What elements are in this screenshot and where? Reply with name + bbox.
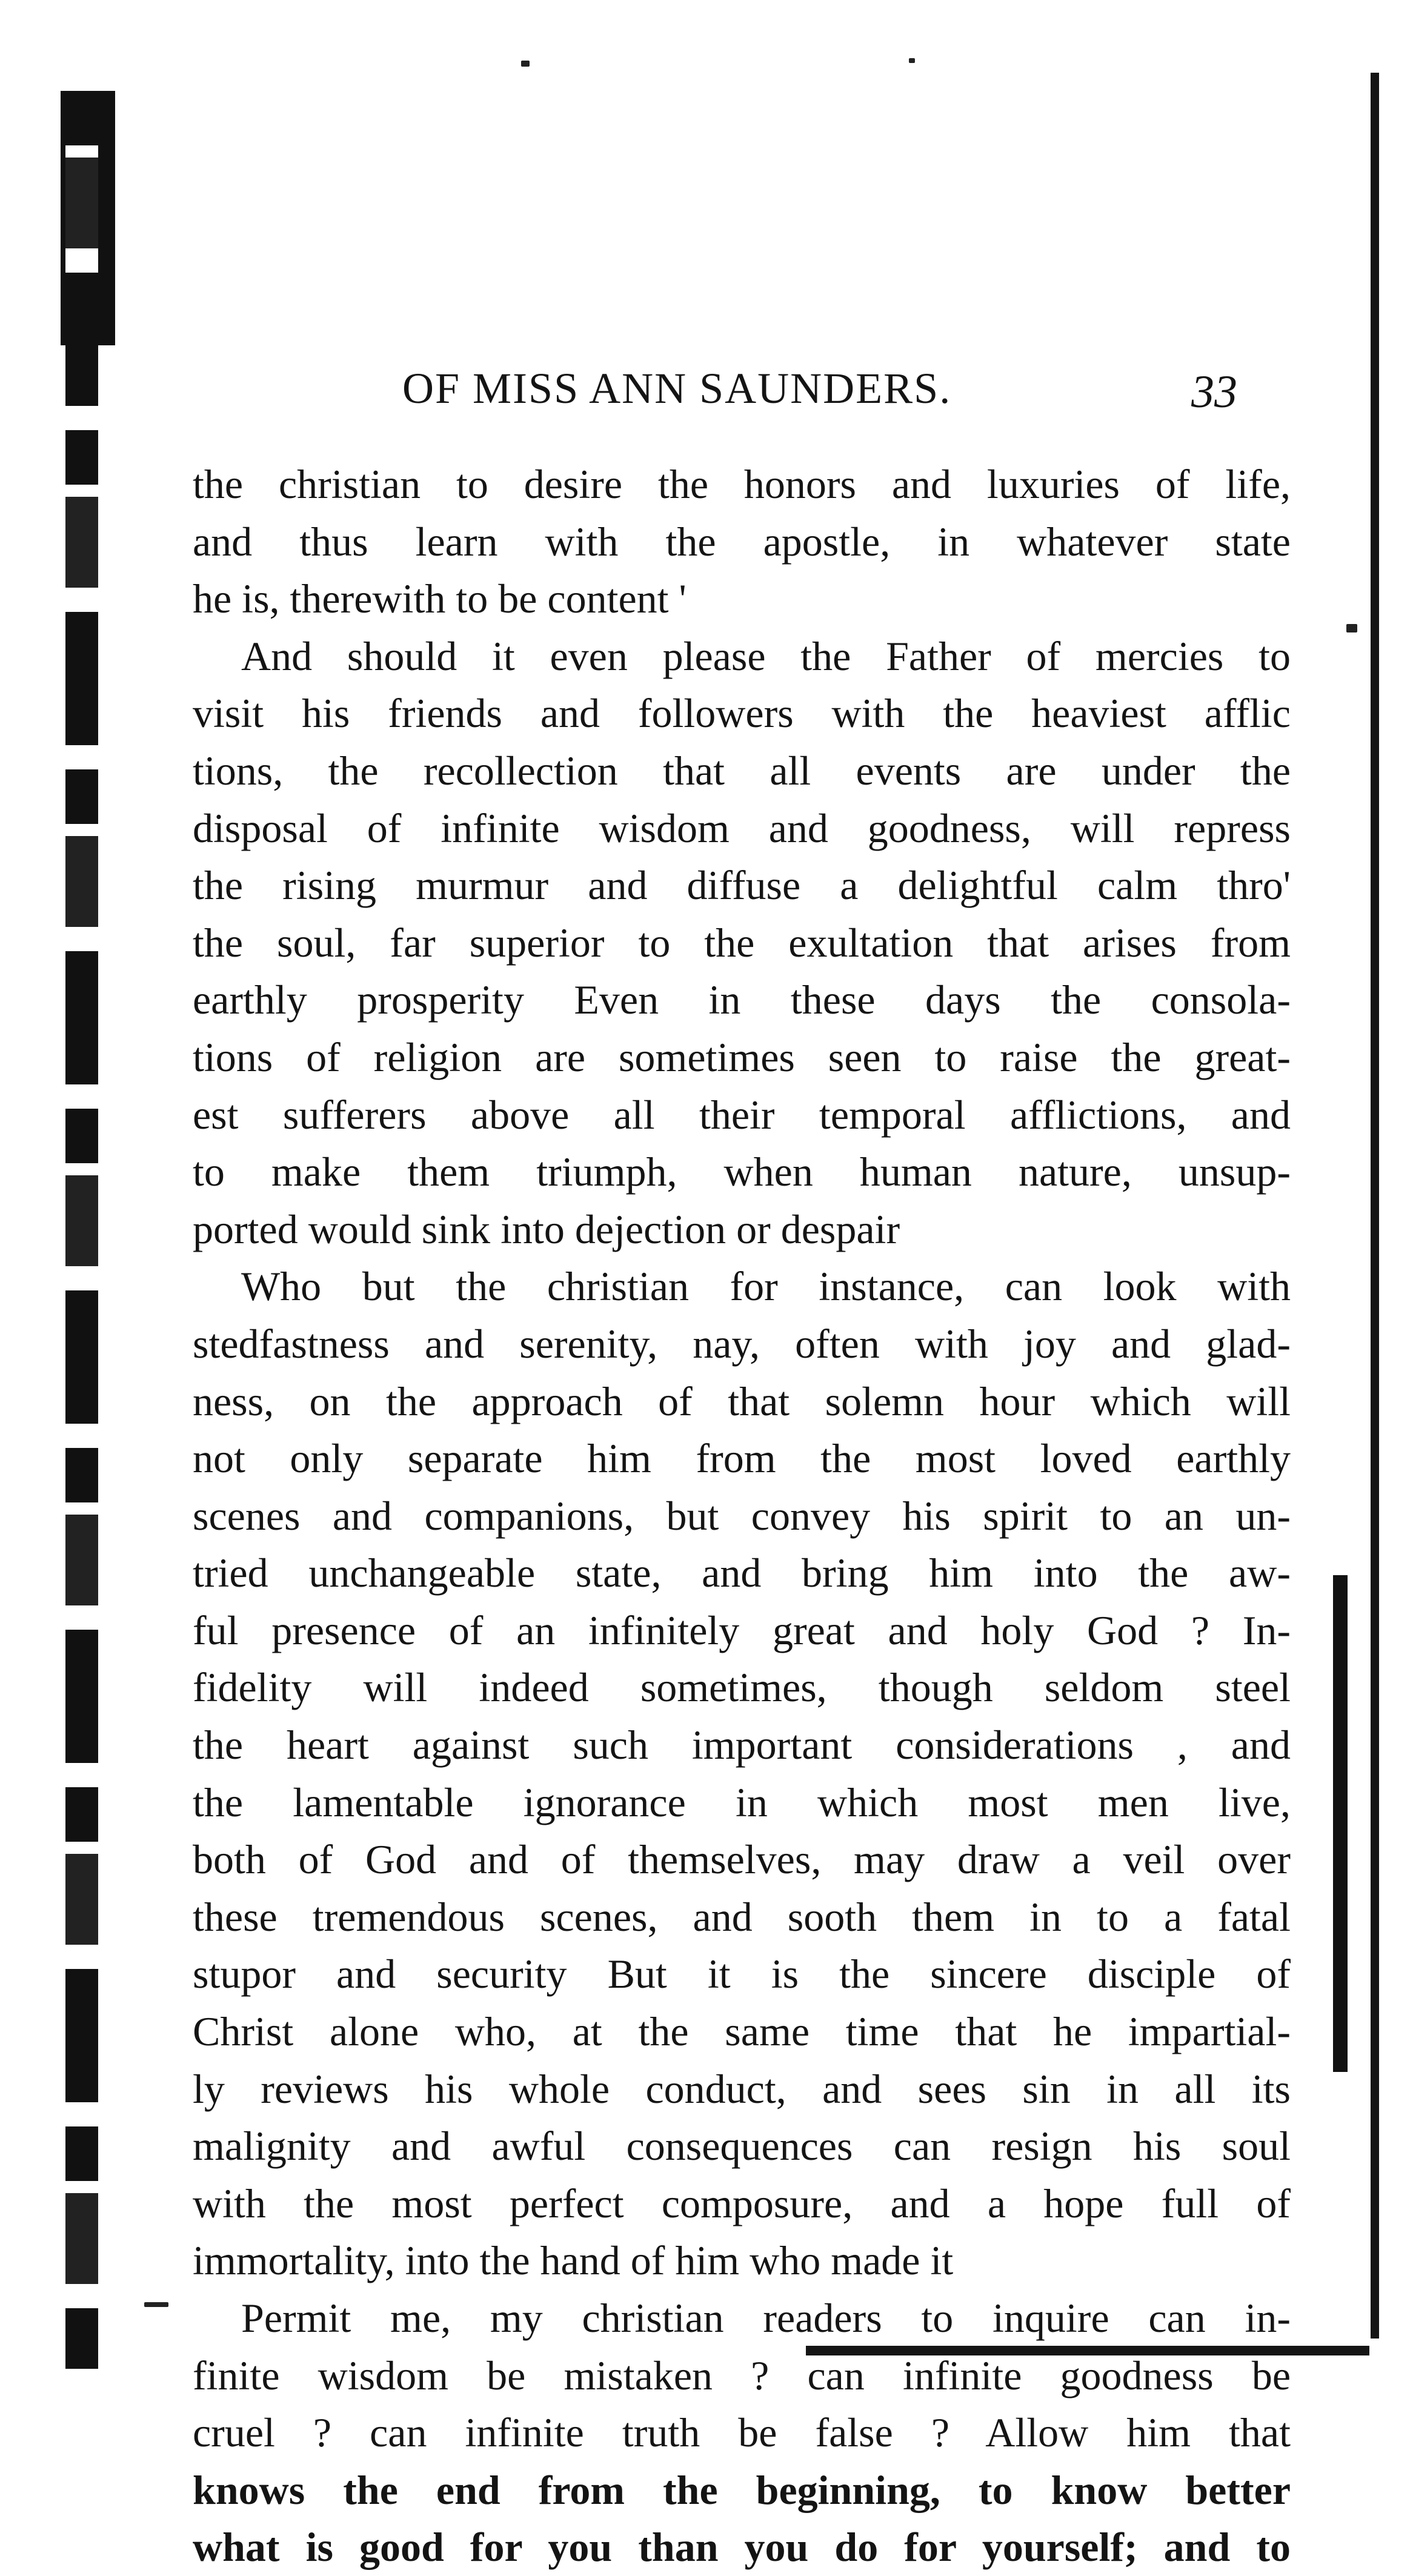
text-line: knows the end from the beginning, to know better bbox=[193, 2466, 1291, 2513]
text-line: earthly prosperity Even in these days the consola- bbox=[193, 977, 1291, 1023]
text-line: not only separate him from the most loved earthly bbox=[193, 1435, 1291, 1482]
text-line: stupor and security But it is the sincere disciple of bbox=[193, 1951, 1291, 1997]
text-line: cruel ? can infinite truth be false ? Allow him that bbox=[193, 2409, 1291, 2456]
page-number: 33 bbox=[1191, 367, 1237, 417]
text-line: these tremendous scenes, and sooth them in to a fatal bbox=[193, 1893, 1291, 1940]
text-line: malignity and awful consequences can resign his soul bbox=[193, 2123, 1291, 2169]
text-line: the lamentable ignorance in which most men live, bbox=[193, 1779, 1291, 1825]
text-line: Christ alone who, at the same time that he impartial- bbox=[193, 2008, 1291, 2055]
text-line: tions, the recollection that all events are under the bbox=[193, 747, 1291, 794]
text-line: the christian to desire the honors and luxuries of life, bbox=[193, 461, 1291, 507]
text-line: ly reviews his whole conduct, and sees sin in all its bbox=[193, 2065, 1291, 2112]
text-line: he is, therewith to be content ' bbox=[193, 576, 687, 622]
paragraph-first-line: Permit me, my christian readers to inquire can in- bbox=[241, 2295, 1291, 2341]
page-header bbox=[0, 363, 1413, 430]
text-line: scenes and companions, but convey his spirit to an un- bbox=[193, 1492, 1291, 1539]
text-line: ported would sink into dejection or despair bbox=[193, 1206, 900, 1252]
page-edge-shadow-left bbox=[65, 91, 98, 2369]
paragraph-first-line: Who but the christian for instance, can look with bbox=[241, 1263, 1291, 1310]
scan-speck bbox=[1346, 624, 1357, 632]
text-line: tions of religion are sometimes seen to raise the great- bbox=[193, 1034, 1291, 1080]
text-line: tried unchangeable state, and bring him into the aw- bbox=[193, 1550, 1291, 1596]
body-text bbox=[193, 456, 1291, 2576]
text-line: the rising murmur and diffuse a delightful calm thro' bbox=[193, 862, 1291, 909]
text-line: finite wisdom be mistaken ? can infinite goodness be bbox=[193, 2352, 1291, 2398]
scan-speck bbox=[521, 61, 530, 67]
page-edge-mark-right bbox=[1333, 1575, 1348, 2072]
scan-speck bbox=[144, 2302, 168, 2307]
text-line: immortality, into the hand of him who made it bbox=[193, 2237, 954, 2284]
text-line: disposal of infinite wisdom and goodness, will repress bbox=[193, 805, 1291, 851]
scan-speck bbox=[909, 58, 915, 63]
paragraph-first-line: And should it even please the Father of mercies to bbox=[241, 632, 1291, 679]
text-line: both of God and of themselves, may draw a veil over bbox=[193, 1836, 1291, 1883]
text-line: the heart against such important considerations , and bbox=[193, 1722, 1291, 1768]
text-line: to make them triumph, when human nature, unsup- bbox=[193, 1149, 1291, 1195]
text-line: and thus learn with the apostle, in whatever state bbox=[193, 518, 1291, 565]
text-line: ful presence of an infinitely great and holy God ? In- bbox=[193, 1607, 1291, 1653]
text-line: est sufferers above all their temporal afflictions, and bbox=[193, 1091, 1291, 1138]
text-line: with the most perfect composure, and a hope full of bbox=[193, 2180, 1291, 2226]
text-line: visit his friends and followers with the heaviest afflic bbox=[193, 690, 1291, 737]
text-line: the soul, far superior to the exultation that arises from bbox=[193, 919, 1291, 966]
text-line: what is good for you than you do for yourself; and to bbox=[193, 2524, 1291, 2571]
text-line: ness, on the approach of that solemn hour which will bbox=[193, 1378, 1291, 1424]
text-line: fidelity will indeed sometimes, though seldom steel bbox=[193, 1664, 1291, 1711]
running-title: OF MISS ANN SAUNDERS. bbox=[402, 364, 952, 413]
text-line: stedfastness and serenity, nay, often with joy and glad- bbox=[193, 1320, 1291, 1367]
